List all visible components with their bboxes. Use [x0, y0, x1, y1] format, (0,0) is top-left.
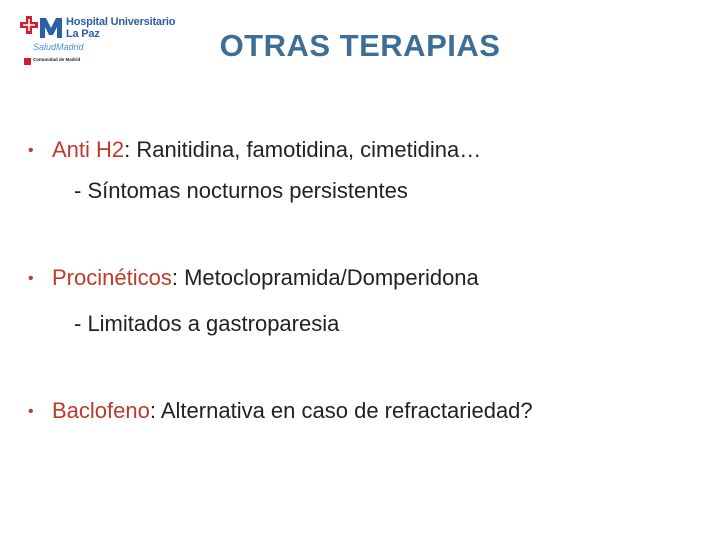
- hospital-logo-icon: [20, 14, 64, 44]
- bullet-term: Baclofeno: [52, 398, 150, 423]
- slide-title: OTRAS TERAPIAS: [219, 28, 501, 63]
- bullet-item-anti-h2: [28, 135, 481, 166]
- logo-name-line2: La Paz: [66, 28, 100, 40]
- bullet-item-procineticos: [28, 263, 479, 294]
- comunidad-flag-icon: [24, 58, 31, 65]
- bullet-icon: •: [28, 142, 34, 159]
- bullet-icon: •: [28, 403, 34, 420]
- bullet-text: : Alternativa en caso de refractariedad?: [149, 398, 533, 423]
- bullet-term: Procinéticos: [52, 265, 172, 290]
- bullet-subitem: - Síntomas nocturnos persistentes: [74, 178, 408, 203]
- logo-salud-madrid: SaludMadrid: [33, 42, 84, 52]
- bullet-text: : Ranitidina, famotidina, cimetidina…: [124, 137, 482, 162]
- bullet-subitem: - Limitados a gastroparesia: [74, 311, 340, 336]
- hospital-logo: [20, 14, 190, 70]
- logo-comunidad: Comunidad de Madrid: [33, 57, 81, 62]
- bullet-icon: •: [28, 270, 34, 287]
- bullet-term: Anti H2: [52, 137, 125, 162]
- bullet-text: : Metoclopramida/Domperidona: [171, 265, 479, 290]
- logo-name-line1: Hospital Universitario: [66, 16, 176, 28]
- bullet-item-baclofeno: [28, 396, 533, 427]
- logo-hospital-name: [66, 16, 175, 40]
